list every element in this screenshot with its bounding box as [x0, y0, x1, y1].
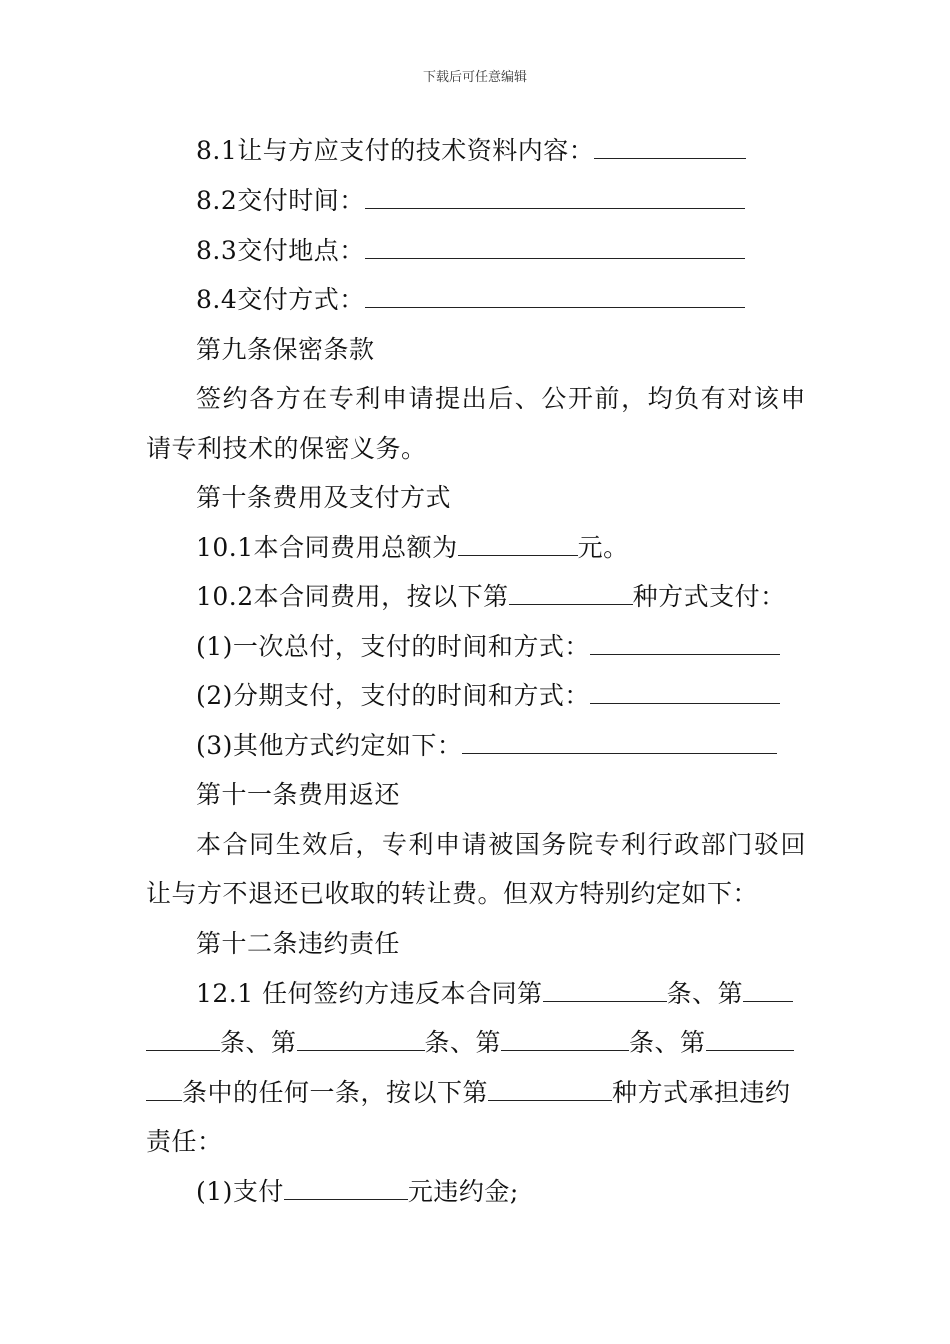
- clause-8-4: [196, 285, 745, 315]
- fill-blank[interactable]: [365, 285, 745, 308]
- penalty-option-1-tail: 元违约金;: [407, 1177, 519, 1206]
- fill-blank[interactable]: [146, 1028, 220, 1051]
- clause-8-2-text: 8.2交付时间：: [196, 186, 365, 215]
- clause-12-1-article: 条、第: [220, 1028, 297, 1057]
- fill-blank[interactable]: [743, 979, 793, 1002]
- option-1-text: (1)一次总付，支付的时间和方式：: [196, 632, 590, 661]
- clause-8-3-text: 8.3交付地点：: [196, 236, 365, 265]
- penalty-option-1: [196, 1177, 519, 1207]
- article-9-body-line1: 签约各方在专利申请提出后、公开前，均负有对该申: [196, 384, 806, 413]
- clause-12-1-article: 条、第: [424, 1028, 502, 1057]
- fill-blank[interactable]: [501, 1028, 629, 1051]
- clause-12-1-article: 条、第: [629, 1028, 706, 1057]
- clause-10-1-text: 10.1本合同费用总额为: [196, 533, 458, 562]
- fill-blank[interactable]: [146, 1078, 182, 1101]
- article-10-heading: 第十条费用及支付方式: [196, 483, 452, 512]
- clause-12-1-line4: 责任：: [146, 1127, 223, 1156]
- clause-12-1-text: 条中的任何一条，按以下第: [182, 1078, 489, 1107]
- clause-8-4-text: 8.4交付方式：: [196, 285, 365, 314]
- fill-blank[interactable]: [458, 533, 578, 556]
- clause-12-1-text: 12.1 任何签约方违反本合同第: [196, 979, 543, 1008]
- clause-8-3: [196, 236, 745, 266]
- clause-12-1-line3: [146, 1078, 791, 1108]
- clause-10-2-text: 10.2本合同费用，按以下第: [196, 582, 509, 611]
- fill-blank[interactable]: [594, 136, 746, 159]
- fill-blank[interactable]: [284, 1177, 408, 1200]
- fill-blank[interactable]: [462, 731, 777, 754]
- clause-8-1: [196, 136, 746, 166]
- option-3: [196, 731, 777, 761]
- fill-blank[interactable]: [590, 632, 780, 655]
- clause-8-2: [196, 186, 745, 216]
- article-11-body-line2: 让与方不退还已收取的转让费。但双方特别约定如下：: [146, 879, 759, 908]
- clause-10-2: [196, 582, 786, 612]
- article-12-heading: 第十二条违约责任: [196, 929, 401, 958]
- clause-12-1-line2: [146, 1028, 794, 1058]
- article-9-heading: 第九条保密条款: [196, 335, 375, 364]
- fill-blank[interactable]: [297, 1028, 425, 1051]
- page-header: 下载后可任意编辑: [422, 70, 527, 85]
- fill-blank[interactable]: [365, 236, 745, 259]
- option-2: [196, 681, 780, 711]
- clause-12-1-article: 条、第: [666, 979, 744, 1008]
- article-9-body-line2: 请专利技术的保密义务。: [146, 434, 427, 463]
- fill-blank[interactable]: [590, 681, 780, 704]
- article-11-body-line1: 本合同生效后，专利申请被国务院专利行政部门驳回: [196, 830, 806, 859]
- article-11-heading: 第十一条费用返还: [196, 780, 401, 809]
- clause-8-1-text: 8.1让与方应支付的技术资料内容：: [196, 136, 595, 165]
- clause-10-2-tail: 种方式支付：: [632, 582, 786, 611]
- penalty-option-1-text: (1)支付: [196, 1177, 284, 1206]
- fill-blank[interactable]: [488, 1078, 612, 1101]
- option-3-text: (3)其他方式约定如下：: [196, 731, 463, 760]
- fill-blank[interactable]: [543, 979, 667, 1002]
- clause-10-1: [196, 533, 629, 563]
- fill-blank[interactable]: [365, 186, 745, 209]
- option-1: [196, 632, 780, 662]
- fill-blank[interactable]: [509, 582, 633, 605]
- fill-blank[interactable]: [706, 1028, 794, 1051]
- clause-12-1-tail: 种方式承担违约: [612, 1078, 791, 1107]
- option-2-text: (2)分期支付，支付的时间和方式：: [196, 681, 590, 710]
- clause-10-1-unit: 元。: [577, 533, 629, 562]
- clause-12-1-line1: [196, 979, 793, 1009]
